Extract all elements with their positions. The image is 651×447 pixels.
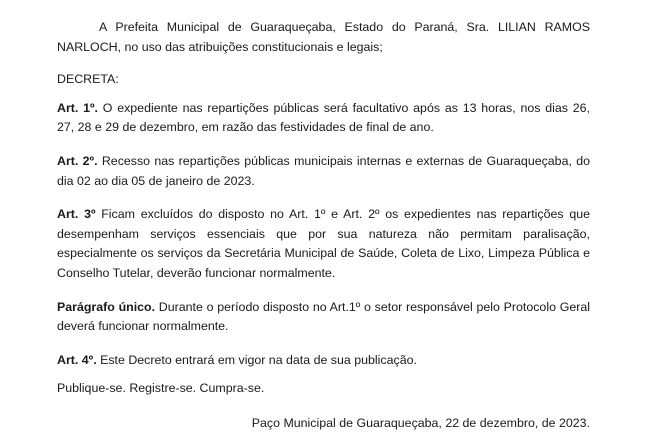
intro-paragraph: A Prefeita Municipal de Guaraqueçaba, Estado do Paraná, Sra. LILIAN RAMOS NARLOCH, no uso das atribuições constitucionais e legais;	[57, 20, 590, 54]
article-1-label: Art. 1º.	[57, 100, 98, 115]
article-4	[57, 351, 590, 371]
date-line: Paço Municipal de Guaraqueçaba, 22 de dezembro, de 2023.	[251, 415, 590, 430]
article-2	[57, 152, 590, 191]
article-3-text: Ficam excluídos do disposto no Art. 1º e Art. 2º os expedientes nas repartições que desempenham serviços essenciais que por sua natureza não permitam paralisação, especialmente os serviços da Secretária Municipal de Saúde, Coleta de Lixo, Limpeza Pública e Conselho Tutelar, deverão funcionar normalmente.	[57, 207, 590, 280]
article-3	[57, 205, 590, 283]
decreta-heading: DECRETA:	[57, 72, 119, 87]
paragrafo-unico-text: Durante o período disposto no Art.1º o setor responsável pelo Protocolo Geral deverá funcionar normalmente.	[57, 299, 590, 334]
article-2-label: Art. 2º.	[57, 153, 98, 168]
paragrafo-unico-label: Parágrafo único.	[57, 299, 156, 314]
article-2-text: Recesso nas repartições públicas municipais internas e externas de Guaraqueçaba, do dia 02 ao dia 05 de janeiro de 2023.	[57, 153, 591, 188]
article-4-label: Art. 4º.	[57, 352, 97, 367]
article-3-label: Art. 3º	[57, 207, 96, 222]
article-1	[57, 99, 590, 138]
decree-document	[57, 18, 590, 434]
closing-line: Publique-se. Registre-se. Cumpra-se.	[57, 381, 265, 396]
paragrafo-unico	[57, 298, 590, 337]
article-4-text: Este Decreto entrará em vigor na data de sua publicação.	[96, 352, 417, 367]
article-1-text: O expediente nas repartições públicas será facultativo após as 13 horas, nos dias 26, 27, 28 e 29 de dezembro, em razão das festividades de final de ano.	[57, 100, 590, 135]
